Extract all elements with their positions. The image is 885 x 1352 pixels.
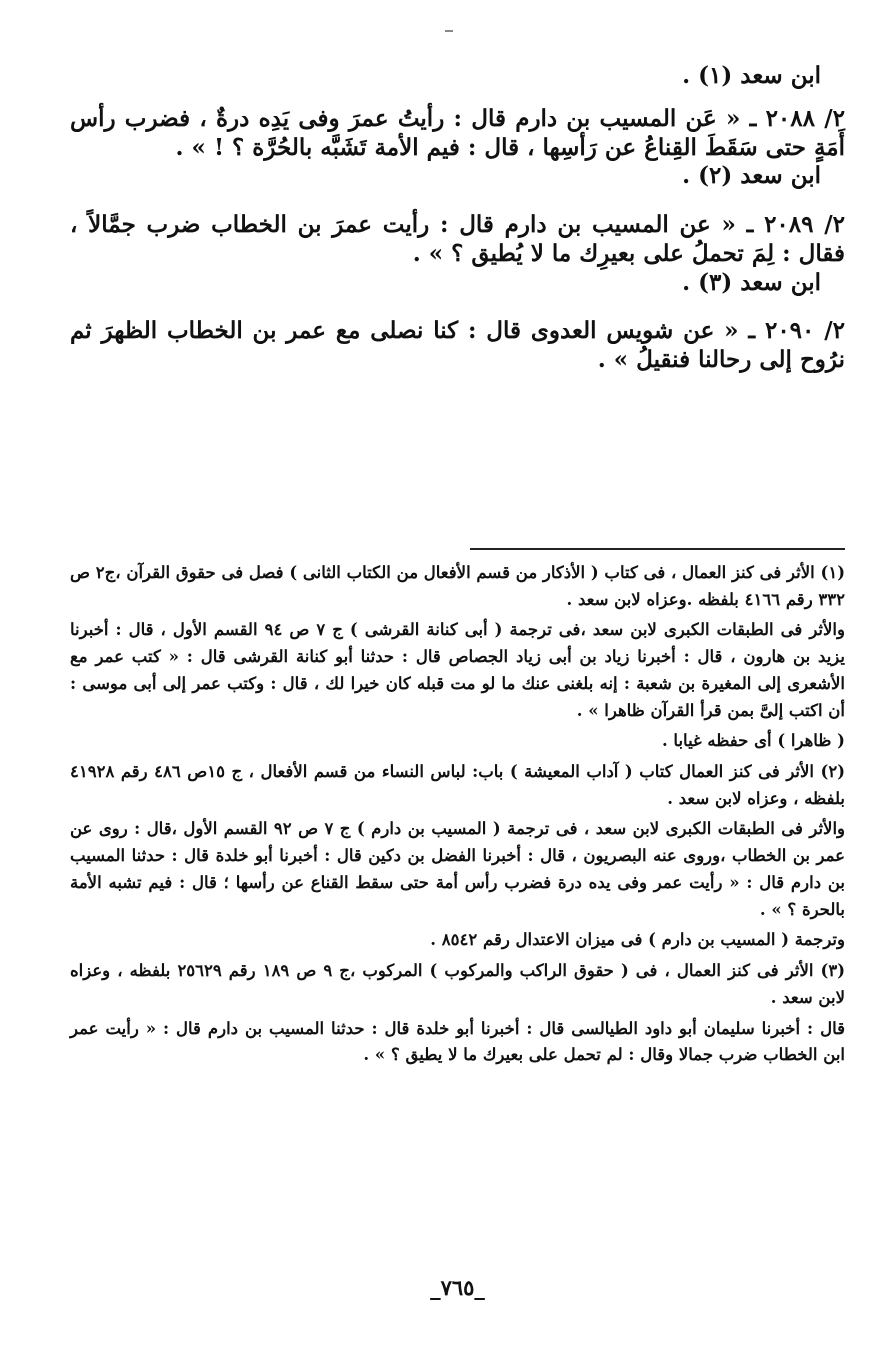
- footnote-paragraph: والأثر فى الطبقات الكبرى لابن سعد ، فى ترجمة ( المسيب بن دارم ) ج ٧ ص ٩٢ القسم الأول ،قال : روى عن عمر بن الخطاب ،وروى عنه البصريون ، قال : أخبرنا الفضل بن دكين قال : أخبرنا أبو خلدة قال : حدثنا المسيب بن دارم قال : « رأيت عمر وفى يده درة فضرب رأس أمة حتى سقط القناع عن رأسها ؛ قال : فيم تشبه الأمة بالحرة ؟ » .: [70, 819, 846, 919]
- main-text: [70, 62, 845, 375]
- footnote-paragraph: (٣) الأثر فى كنز العمال ، فى ( حقوق الراكب والمركوب ) المركوب ،ج ٩ ص ١٨٩ رقم ٢٥٦٢٩ بلفظه ، وعزاه لابن سعد .: [70, 961, 845, 1007]
- source-line-3: ابن سعد (٣) .: [682, 268, 821, 296]
- footnote-paragraph: وترجمة ( المسيب بن دارم ) فى ميزان الاعتدال رقم ٨٥٤٢ .: [430, 930, 845, 950]
- source-line-2: ابن سعد (٢) .: [682, 162, 821, 190]
- footnote-1: [70, 560, 845, 755]
- footnote-separator: [470, 548, 845, 550]
- hadith-2088: ٢/ ٢٠٨٨ ـ « عَن المسيب بن دارم قال : رأيتُ عمرَ وفى يَدِه درةٌ ، فضرب رأس أَمَةٍ حتى سَقَطَ القِناعُ عن رَأسِها ، قال : فيم الأمة تَشَبَّه بالحُرَّة ؟ ! » .: [70, 104, 845, 161]
- source-line-1: ابن سعد (١) .: [682, 62, 821, 89]
- footnote-3: [70, 958, 845, 1069]
- footnote-paragraph: (١) الأثر فى كنز العمال ، فى كتاب ( الأذكار من قسم الأفعال من الكتاب الثانى ) فصل فى حقوق القرآن ،ج٢ ص ٣٣٢ رقم ٤١٦٦ بلفظه .وعزاه لابن سعد .: [70, 563, 845, 609]
- footnote-paragraph: ( ظاهرا ) أى حفظه غيابا .: [661, 731, 845, 751]
- footnotes: [70, 560, 845, 1073]
- scan-mark: [445, 30, 453, 32]
- page-number: _٧٦٥_: [430, 1275, 485, 1300]
- document-page: [70, 0, 845, 1352]
- footnote-paragraph: والأثر فى الطبقات الكبرى لابن سعد ،فى ترجمة ( أبى كنانة القرشى ) ج ٧ ص ٩٤ القسم الأول ، قال : أخبرنا يزيد بن هارون ، قال : أخبرنا زياد بن أبى زياد الجصاص قال : حدثنا أبو كنانة القرشى قال : « كتب عمر مع الأشعرى إلى المغيرة بن شعبة : إنه بلغنى عنك ما لو مت قبله كان خيرا لك ، قال : وكتب عمر إلى أبى موسى : أن اكتب إلىَّ بمن قرأ القرآن ظاهرا » .: [70, 620, 845, 720]
- footnote-2: [70, 759, 845, 954]
- footnote-paragraph: (٢) الأثر فى كنز العمال كتاب ( آداب المعيشة ) باب: لباس النساء من قسم الأفعال ، ج ١٥ص ٤٨٦ رقم ٤١٩٢٨ بلفظه ، وعزاه لابن سعد .: [70, 762, 846, 808]
- hadith-2090: ٢/ ٢٠٩٠ ـ « عن شويس العدوى قال : كنا نصلى مع عمر بن الخطاب الظهرَ ثم نرُوح إلى رحالنا فنقيلُ » .: [70, 317, 845, 373]
- hadith-2089: ٢/ ٢٠٨٩ ـ « عن المسيب بن دارم قال : رأيت عمرَ بن الخطاب ضرب جمَّالاً ، فقال : لِمَ تحملُ على بعيرِك ما لا يُطيق ؟ » .: [70, 211, 845, 267]
- footnote-paragraph: قال : أخبرنا سليمان أبو داود الطيالسى قال : أخبرنا أبو خلدة قال : حدثنا المسيب بن دارم قال : « رأيت عمر ابن الخطاب ضرب جمالا وقال : لم تحمل على بعيرك ما لا يطيق ؟ » .: [70, 1018, 845, 1065]
